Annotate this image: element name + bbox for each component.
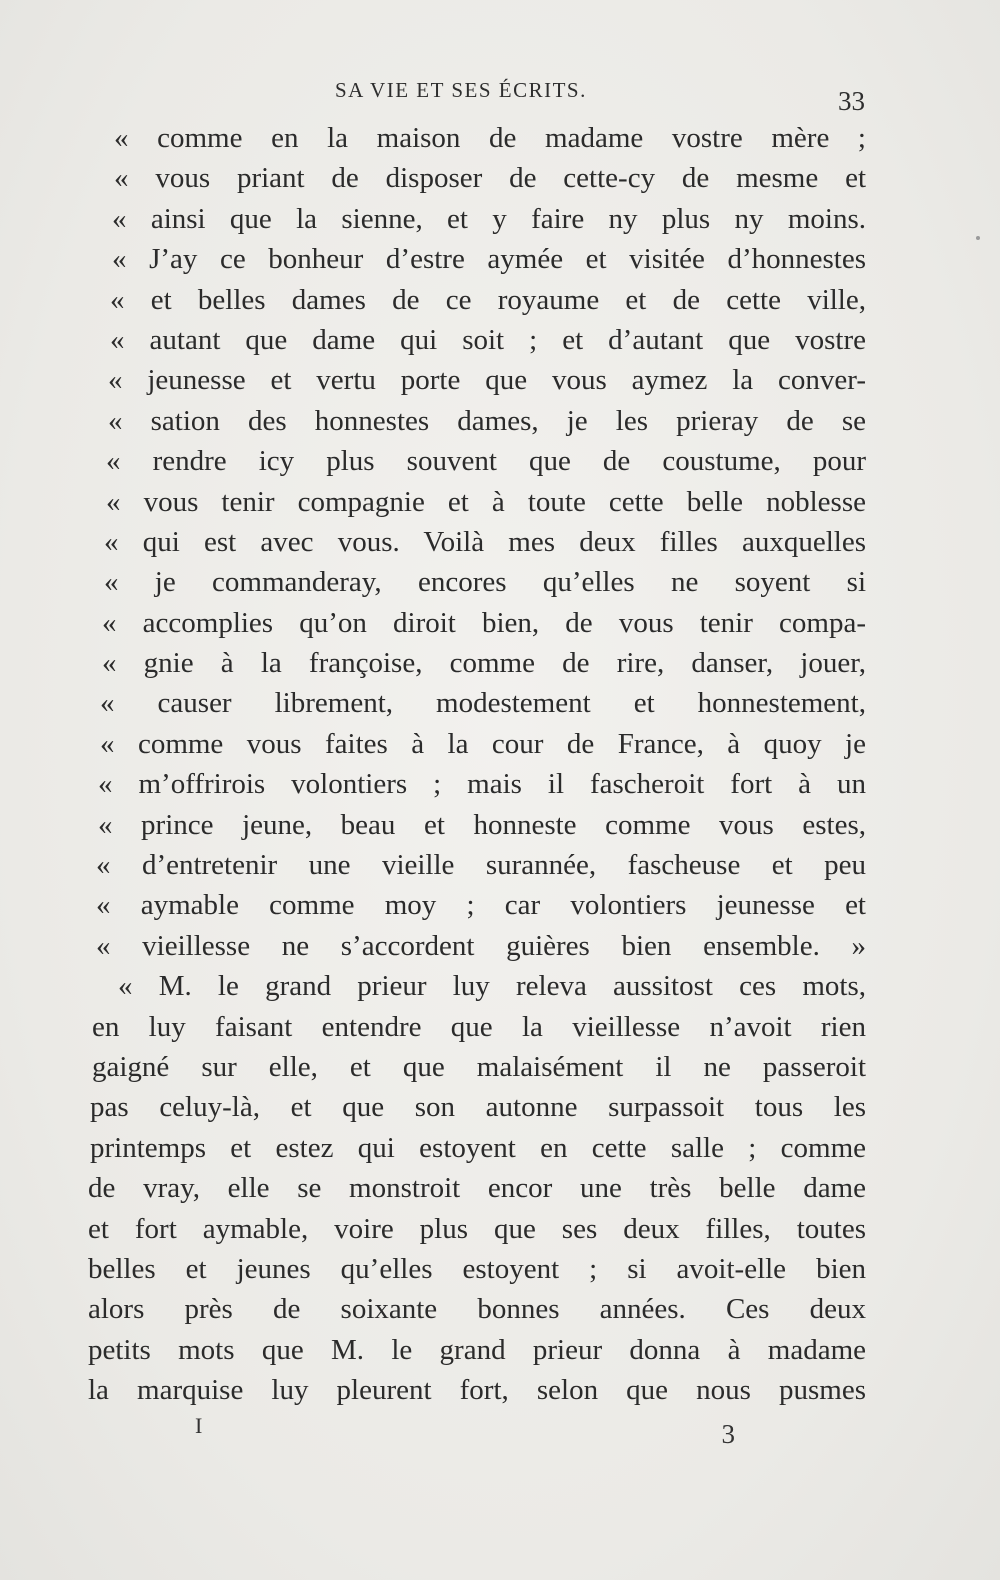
text-line: « autant que dame qui soit ; et d’autant que vostre — [110, 323, 866, 356]
running-head: SA VIE ET SES ÉCRITS. — [335, 78, 587, 102]
text-line: « je commanderay, encores qu’elles ne soyent si — [104, 566, 866, 599]
text-line: « vous tenir compagnie et à toute cette belle noblesse — [106, 485, 866, 518]
signature-mark: I — [195, 1413, 203, 1438]
text-line: et fort aymable, voire plus que ses deux filles, toutes — [88, 1212, 866, 1245]
body-text — [88, 118, 866, 1411]
text-line: « J’ay ce bonheur d’estre aymée et visitée d’honnestes — [112, 243, 866, 276]
page-header — [95, 76, 865, 116]
text-line: gaigné sur elle, et que malaisément il ne passeroit — [92, 1050, 866, 1083]
text-line: « rendre icy plus souvent que de coustume, pour — [106, 445, 866, 478]
text-line: « prince jeune, beau et honneste comme vous estes, — [98, 808, 866, 841]
text-line: alors près de soixante bonnes années. Ces deux — [88, 1293, 866, 1326]
text-line: « aymable comme moy ; car volontiers jeunesse et — [96, 889, 866, 922]
paper-speck — [976, 236, 980, 240]
text-line: « jeunesse et vertu porte que vous aymez la conver- — [108, 364, 866, 397]
text-line: la marquise luy pleurent fort, selon que nous pusmes — [88, 1374, 866, 1407]
text-line: « M. le grand prieur luy releva aussitost ces mots, — [118, 970, 866, 1003]
text-line: « vieillesse ne s’accordent guières bien ensemble. » — [96, 929, 866, 962]
text-line: « d’entretenir une vieille surannée, fascheuse et peu — [96, 849, 866, 882]
text-line: « vous priant de disposer de cette-cy de mesme et — [114, 162, 866, 195]
text-line: « accomplies qu’on diroit bien, de vous tenir compa- — [102, 606, 866, 639]
text-line: « comme en la maison de madame vostre mère ; — [114, 122, 866, 154]
text-line: « qui est avec vous. Voilà mes deux filles auxquelles — [104, 525, 866, 558]
text-line: « comme vous faites à la cour de France, à quoy je — [100, 727, 866, 760]
text-line: « ainsi que la sienne, et y faire ny plus ny moins. — [112, 202, 866, 235]
gathering-number: 3 — [721, 1419, 735, 1449]
text-line: belles et jeunes qu’elles estoyent ; si avoit-elle bien — [88, 1252, 866, 1285]
text-line: de vray, elle se monstroit encor une très belle dame — [88, 1172, 866, 1205]
text-line: « causer librement, modestement et honnestement, — [100, 687, 866, 720]
text-line: « et belles dames de ce royaume et de cette ville, — [110, 283, 866, 316]
page-footer — [95, 1413, 865, 1453]
page-number: 33 — [838, 86, 865, 116]
text-line: « m’offrirois volontiers ; mais il fascheroit fort à un — [98, 768, 866, 801]
text-line: pas celuy-là, et que son autonne surpassoit tous les — [90, 1091, 866, 1124]
text-line: « sation des honnestes dames, je les prieray de se — [108, 404, 866, 437]
text-line: printemps et estez qui estoyent en cette salle ; comme — [90, 1131, 866, 1164]
text-line: en luy faisant entendre que la vieillesse n’avoit rien — [92, 1010, 866, 1043]
text-line: « gnie à la françoise, comme de rire, danser, jouer, — [102, 647, 866, 680]
text-line: petits mots que M. le grand prieur donna à madame — [88, 1333, 866, 1366]
